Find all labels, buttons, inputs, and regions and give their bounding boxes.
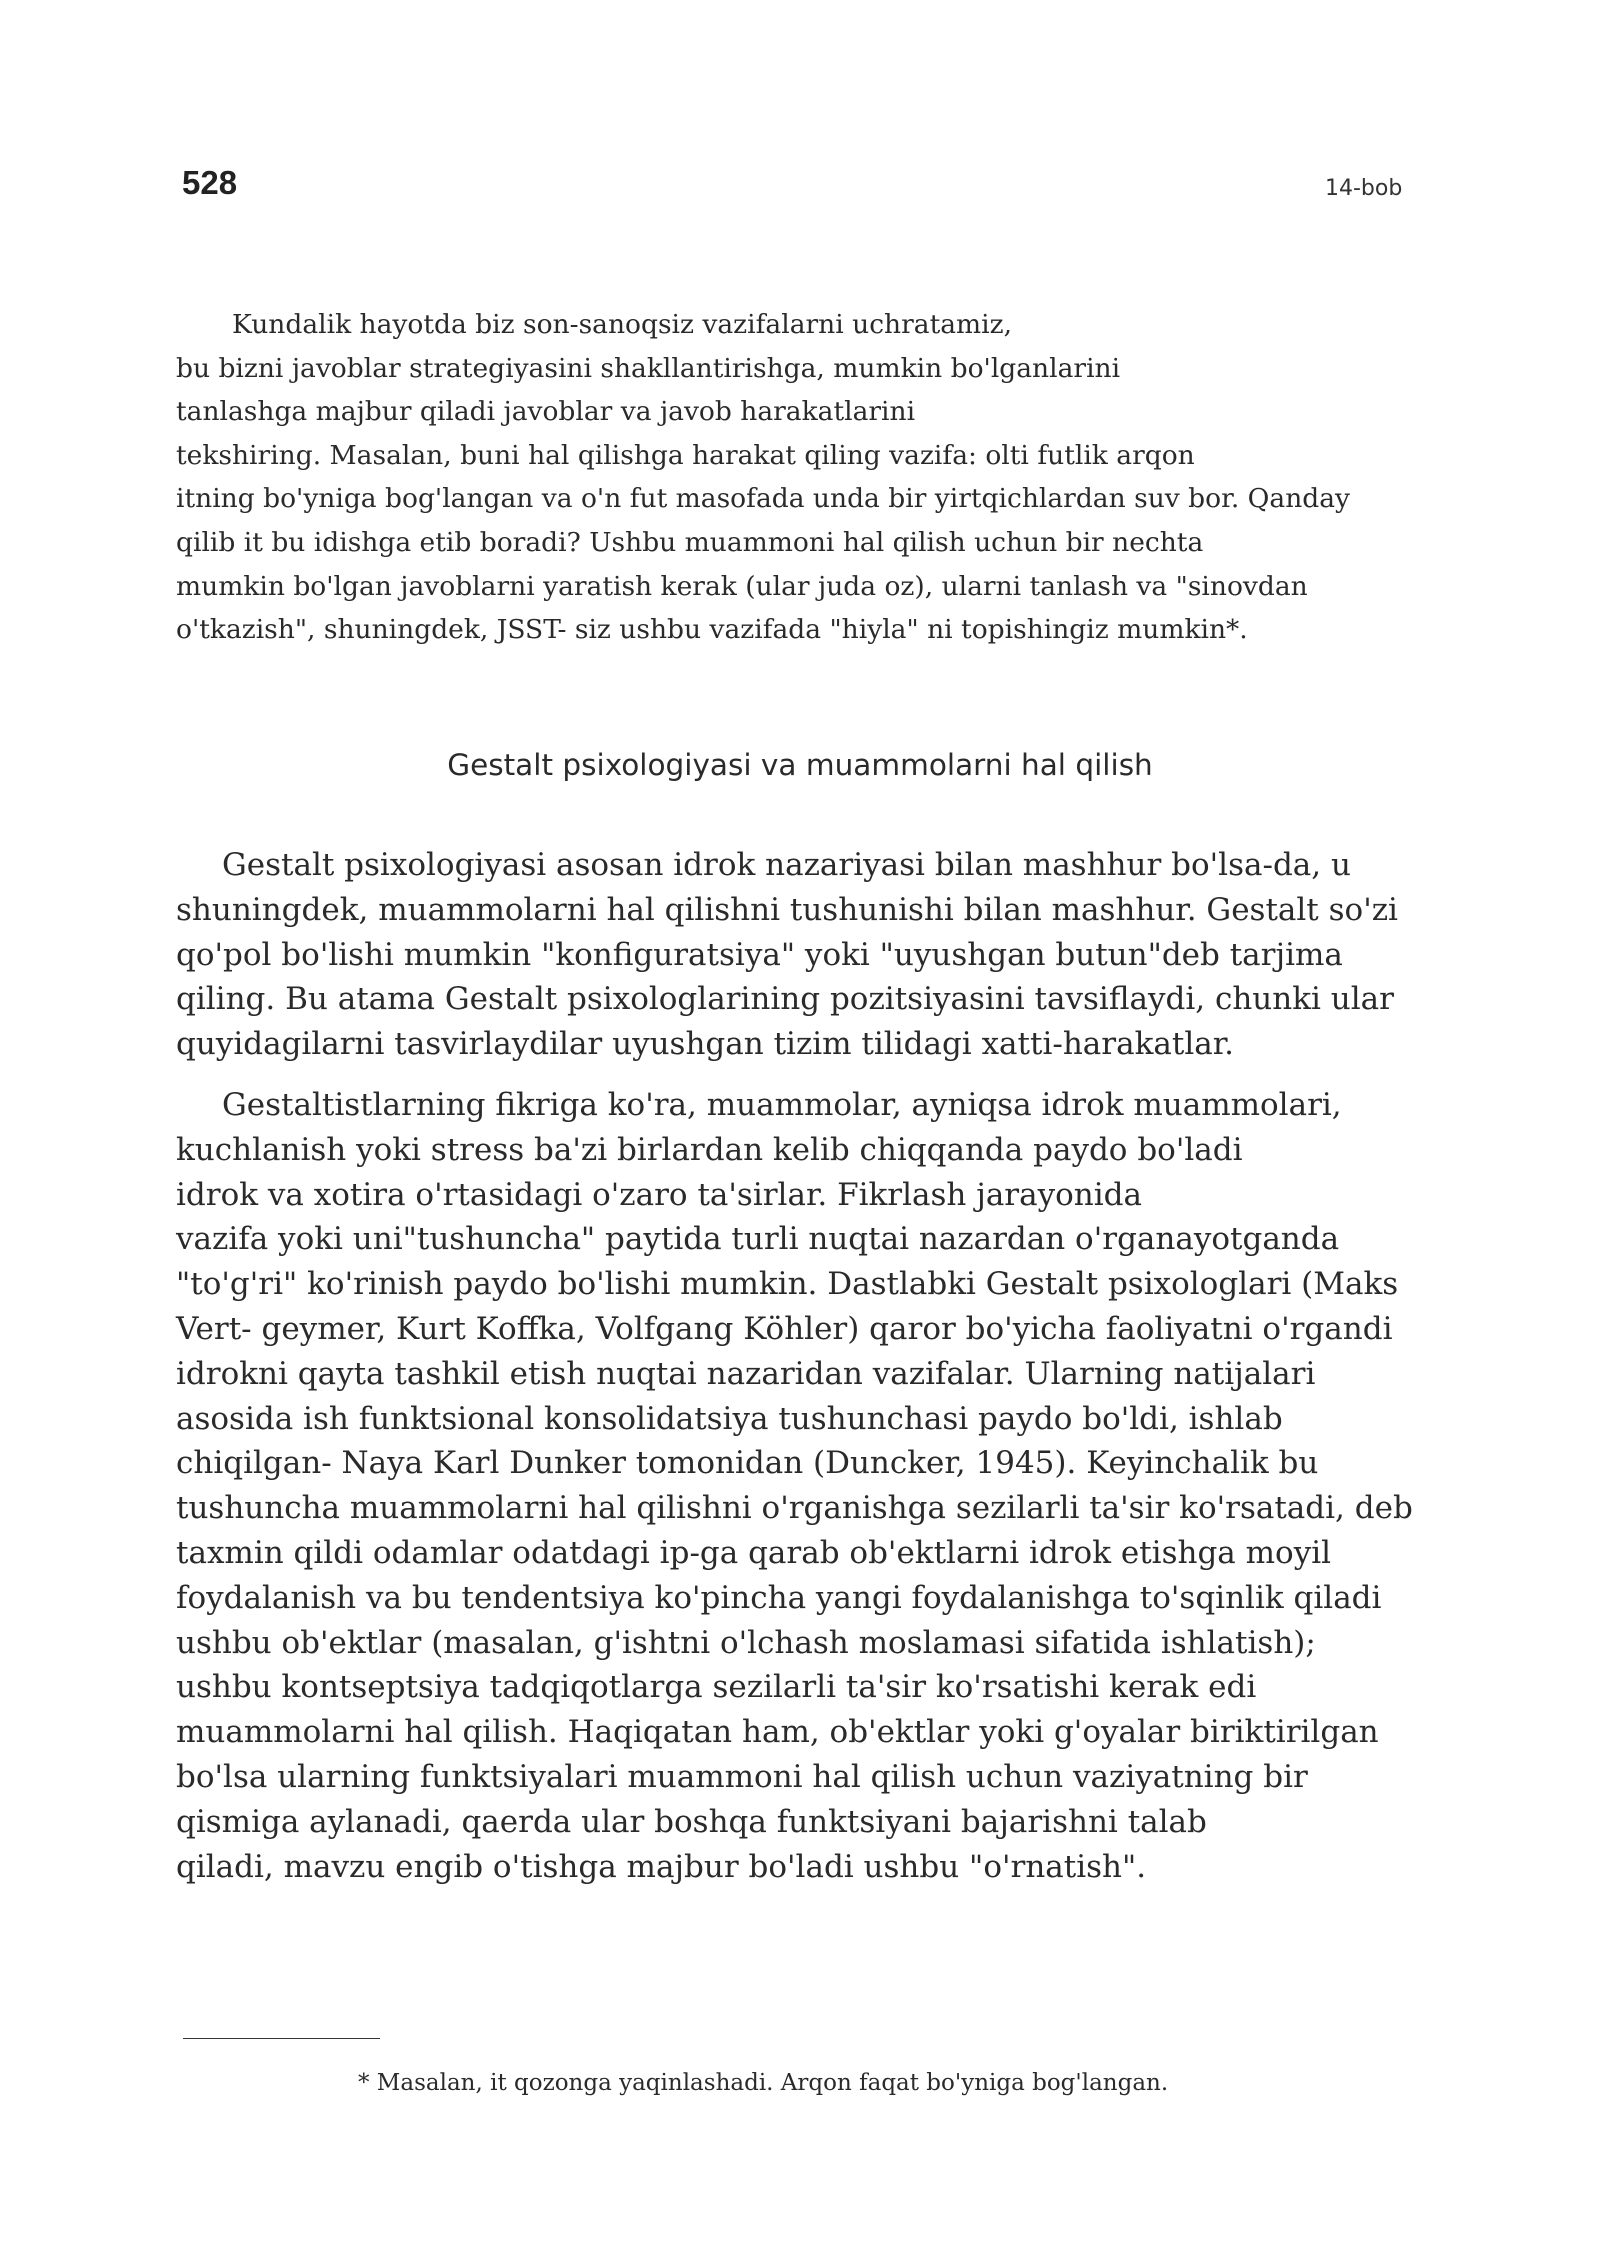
- intro-line: Kundalik hayotda biz son-sanoqsiz vazifalarni uchratamiz,: [232, 309, 1013, 340]
- body-line: Gestaltistlarning fikriga ko'ra, muammolar, ayniqsa idrok muammolari,: [222, 1087, 1342, 1123]
- footnote: * Masalan, it qozonga yaqinlashadi. Arqon faqat bo'yniga bog'langan.: [358, 2070, 1169, 2096]
- chapter-label: 14-bob: [1325, 176, 1403, 201]
- body-line: shuningdek, muammolarni hal qilishni tushunishi bilan mashhur. Gestalt so'zi: [176, 891, 1398, 928]
- body-line: qo'pol bo'lishi mumkin "konfiguratsiya" yoki "uyushgan butun"deb tarjima: [176, 936, 1343, 973]
- body-line: vazifa yoki uni"tushuncha" paytida turli nuqtai nazardan o'rganayotganda: [176, 1221, 1340, 1258]
- intro-paragraph: [176, 303, 1416, 652]
- body-line: quyidagilarni tasvirlaydilar uyushgan tizim tilidagi xatti-harakatlar.: [176, 1026, 1234, 1063]
- intro-line: itning bo'yniga bog'langan va o'n fut masofada unda bir yirtqichlardan suv bor. Qanday: [176, 483, 1350, 515]
- body-line: tushuncha muammolarni hal qilishni o'rganishga sezilarli ta'sir ko'rsatadi, deb: [176, 1490, 1413, 1527]
- body-line: muammolarni hal qilish. Haqiqatan ham, ob'ektlar yoki g'oyalar biriktirilgan: [176, 1714, 1379, 1751]
- body-line: Gestalt psixologiyasi asosan idrok nazariyasi bilan mashhur bo'lsa-da, u: [222, 847, 1351, 883]
- body-line: kuchlanish yoki stress ba'zi birlardan kelib chiqqanda paydo bo'ladi: [176, 1131, 1243, 1168]
- body-line: taxmin qildi odamlar odatdagi ip-ga qarab ob'ektlarni idrok etishga moyil: [176, 1534, 1332, 1571]
- body-line: bo'lsa ularning funktsiyalari muammoni hal qilish uchun vaziyatning bir: [176, 1758, 1308, 1795]
- intro-line: tekshiring. Masalan, buni hal qilishga harakat qiling vazifa: olti futlik arqon: [176, 439, 1195, 471]
- intro-line: bu bizni javoblar strategiyasini shakllantirishga, mumkin bo'lganlarini: [176, 352, 1121, 384]
- intro-line: o'tkazish", shuningdek, JSST- siz ushbu vazifada "hiyla" ni topishingiz mumkin*.: [176, 614, 1248, 646]
- page-number: 528: [182, 164, 238, 201]
- gestalt-paragraph-2: [176, 1083, 1416, 1889]
- body-line: qismiga aylanadi, qaerda ular boshqa funktsiyani bajarishni talab: [176, 1803, 1207, 1840]
- body-line: asosida ish funktsional konsolidatsiya tushunchasi paydo bo'ldi, ishlab: [176, 1400, 1283, 1437]
- body-line: idrokni qayta tashkil etish nuqtai nazaridan vazifalar. Ularning natijalari: [176, 1355, 1316, 1392]
- intro-line: mumkin bo'lgan javoblarni yaratish kerak (ular juda oz), ularni tanlash va "sinovdan: [176, 570, 1308, 602]
- body-line: foydalanish va bu tendentsiya ko'pincha yangi foydalanishga to'sqinlik qiladi: [176, 1579, 1382, 1616]
- body-line: idrok va xotira o'rtasidagi o'zaro ta'sirlar. Fikrlash jarayonida: [176, 1176, 1142, 1213]
- body-line: Vert- geymer, Kurt Koffka, Volfgang Köhler) qaror bo'yicha faoliyatni o'rgandi: [176, 1310, 1393, 1347]
- body-line: qiling. Bu atama Gestalt psixologlarining pozitsiyasini tavsiflaydi, chunki ular: [176, 981, 1394, 1018]
- gestalt-paragraph-1: [176, 843, 1416, 1067]
- body-line: ushbu kontseptsiya tadqiqotlarga sezilarli ta'sir ko'rsatishi kerak edi: [176, 1669, 1257, 1706]
- intro-line: tanlashga majbur qiladi javoblar va javob harakatlarini: [176, 396, 916, 428]
- intro-line: qilib it bu idishga etib boradi? Ushbu muammoni hal qilish uchun bir nechta: [176, 526, 1204, 558]
- body-line: qiladi, mavzu engib o'tishga majbur bo'ladi ushbu "o'rnatish".: [176, 1848, 1147, 1885]
- section-heading: Gestalt psixologiyasi va muammolarni hal qilish: [447, 748, 1153, 782]
- body-line: ushbu ob'ektlar (masalan, g'ishtni o'lchash moslamasi sifatida ishlatish);: [176, 1624, 1316, 1661]
- footnote-divider: [183, 2038, 380, 2039]
- body-line: "to'g'ri" ko'rinish paydo bo'lishi mumkin. Dastlabki Gestalt psixologlari (Maks: [176, 1266, 1399, 1303]
- body-line: chiqilgan- Naya Karl Dunker tomonidan (Duncker, 1945). Keyinchalik bu: [176, 1445, 1319, 1482]
